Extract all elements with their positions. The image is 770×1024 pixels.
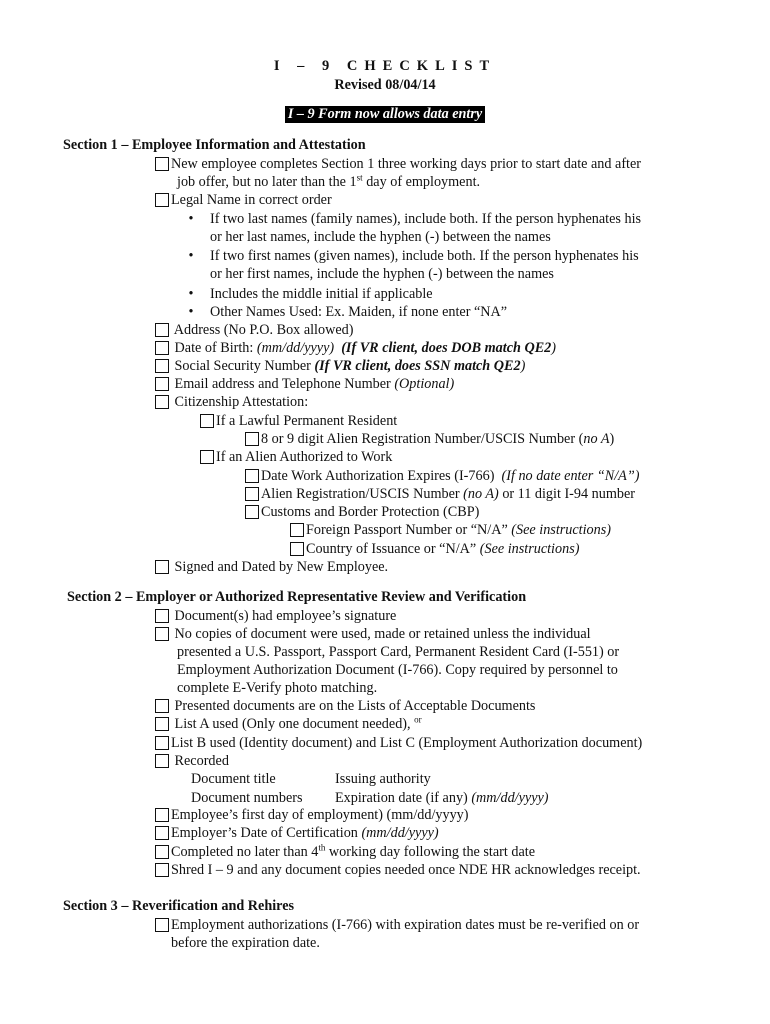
checkbox[interactable] [245,487,259,501]
lpr-close: ) [609,431,615,447]
dob-item[interactable] [155,339,556,357]
new-employee-text-2b: day of employment. [362,174,481,190]
checkbox[interactable] [155,560,169,574]
citizenship-item[interactable] [155,393,308,411]
revised-date: Revised 08/04/14 [334,77,436,93]
checkbox[interactable] [155,863,169,877]
no-copies-text-4: complete E-Verify photo matching. [177,680,378,696]
issuing-authority-label: Issuing authority [335,771,431,787]
checkbox[interactable] [155,699,169,713]
bullet-last-names-1: If two last names (family names), include both. If the person hyphenates his [210,211,642,227]
no-copies-item[interactable] [155,625,591,643]
shred-item[interactable] [155,861,641,879]
completed-text-b: working day following the start date [325,844,535,860]
doc-numbers-label: Document numbers [191,790,303,806]
bullet-icon: • [188,211,194,227]
checkbox[interactable] [155,341,169,355]
checkbox[interactable] [200,414,214,428]
new-employee-text-2a: job offer, but no later than the 1 [177,174,357,190]
expiration-label [335,789,549,807]
certification-item[interactable] [155,824,439,842]
completed-text-a: Completed no later than 4 [171,844,319,860]
bullet-icon: • [188,286,194,302]
checkbox[interactable] [155,627,169,641]
authorized-item[interactable] [200,448,392,466]
cert-format: (mm/dd/yyyy) [361,825,439,841]
no-copies-text-3: Employment Authorization Document (I-766). Copy required by personnel to [177,662,618,678]
expiration-text: Expiration date (if any) [335,790,472,806]
employment-auth-item[interactable] [155,916,639,934]
checkbox[interactable] [155,359,169,373]
checkbox[interactable] [155,918,169,932]
dob-format: (mm/dd/yyyy) [256,340,335,356]
section3-heading: Section 3 – Reverification and Rehires [63,898,295,914]
cbp-item[interactable] [245,503,479,521]
expires-item[interactable] [245,467,639,485]
checkbox[interactable] [155,736,169,750]
checkbox[interactable] [155,609,169,623]
checkbox[interactable] [155,717,169,731]
new-employee-text-2 [177,173,480,191]
country-note: (See instructions) [479,541,580,557]
checkbox[interactable] [155,826,169,840]
cbp-text: Customs and Border Protection (CBP) [261,504,480,520]
first-day-item[interactable] [155,806,469,824]
list-a-or: or [414,714,422,725]
ordinal-sup: th [318,842,326,853]
expires-note: (If no date enter “N/A”) [501,468,640,484]
expires-label: Date Work Authorization Expires (I-766) [261,468,498,484]
recorded-text: Recorded [174,753,229,769]
list-a-item[interactable] [155,715,422,733]
signed-item[interactable] [155,558,388,576]
checkbox[interactable] [200,450,214,464]
banner-container [0,106,770,123]
alien-reg-label: Alien Registration/USCIS Number [261,486,464,502]
checkbox[interactable] [290,542,304,556]
signed-text: Signed and Dated by New Employee. [174,559,389,575]
lpr-item[interactable] [200,412,397,430]
new-employee-text-1: New employee completes Section 1 three working days prior to start date and after [171,156,642,172]
section1-heading: Section 1 – Employee Information and Attestation [63,137,366,153]
no-copies-text-2: presented a U.S. Passport, Passport Card, Permanent Resident Card (I-551) or [177,644,620,660]
alien-reg-rest: or 11 digit I-94 number [498,486,635,502]
email-optional: (Optional) [394,376,455,392]
employment-auth-text-1: Employment authorizations (I-766) with expiration dates must be re-verified on or [171,917,640,933]
country-item[interactable] [290,540,579,558]
legal-name-text: Legal Name in correct order [171,192,332,208]
dob-close: ) [551,340,556,356]
checkbox[interactable] [155,395,169,409]
lpr-alien-number-text: 8 or 9 digit Alien Registration Number/USCIS Number ( [261,431,584,447]
bullet-last-names-2: or her last names, include the hyphen (-) between the names [210,229,551,245]
checkbox[interactable] [245,469,259,483]
doc-signature-item[interactable] [155,607,396,625]
bullet-first-names-2: or her first names, include the hyphen (-) between the names [210,266,554,282]
checkbox[interactable] [290,523,304,537]
checkbox[interactable] [245,432,259,446]
presented-text: Presented documents are on the Lists of Acceptable Documents [174,698,536,714]
bullet-icon: • [188,248,194,264]
address-text: Address (No P.O. Box allowed) [173,322,354,338]
list-bc-item[interactable] [155,734,642,752]
doc-signature-text: Document(s) had employee’s signature [174,608,397,624]
checkbox[interactable] [245,505,259,519]
data-entry-banner: I – 9 Form now allows data entry [285,106,485,123]
recorded-item[interactable] [155,752,229,770]
first-day-text: Employee’s first day of employment) (mm/dd/yyyy) [171,807,469,823]
alien-reg-no-a: (no A) [463,486,499,502]
list-a-text: List A used (Only one document needed), [174,716,415,732]
expiration-format: (mm/dd/yyyy) [471,790,549,806]
lpr-no-a: no A [583,431,610,447]
address-item[interactable] [155,321,353,339]
checkbox[interactable] [155,754,169,768]
page-title: I – 9 CHECKLIST [273,58,497,74]
email-label: Email address and Telephone Number [174,376,395,392]
legal-name-item[interactable] [155,191,332,209]
ssn-close: ) [520,358,526,374]
country-label: Country of Issuance or “N/A” [306,541,480,557]
bullet-first-names-1: If two first names (given names), include both. If the person hyphenates his [210,248,639,264]
list-bc-text: List B used (Identity document) and List C (Employment Authorization document) [171,735,643,751]
bullet-icon: • [188,304,194,320]
section2-heading: Section 2 – Employer or Authorized Representative Review and Verification [67,589,527,605]
dob-label: Date of Birth: [174,340,257,356]
completed-item[interactable] [155,843,535,861]
email-item[interactable] [155,375,454,393]
lpr-alien-number-item[interactable] [245,430,614,448]
passport-item[interactable] [290,521,611,539]
passport-label: Foreign Passport Number or “N/A” [306,522,512,538]
new-employee-item[interactable] [155,155,641,173]
checkbox[interactable] [155,377,169,391]
checkbox[interactable] [155,323,169,337]
cert-label: Employer’s Date of Certification [171,825,362,841]
dob-note: (If VR client, does DOB match QE2 [341,340,552,356]
ssn-note: (If VR client, does SSN match QE2 [314,358,521,374]
lpr-text: If a Lawful Permanent Resident [216,413,398,429]
citizenship-text: Citizenship Attestation: [174,394,309,410]
presented-item[interactable] [155,697,535,715]
checkbox[interactable] [155,845,169,859]
no-copies-text-1: No copies of document were used, made or retained unless the individual [174,626,591,642]
authorized-text: If an Alien Authorized to Work [216,449,393,465]
checkbox[interactable] [155,808,169,822]
shred-text: Shred I – 9 and any document copies needed once NDE HR acknowledges receipt. [171,862,641,878]
alien-reg-item[interactable] [245,485,635,503]
passport-note: (See instructions) [511,522,611,538]
employment-auth-text-2: before the expiration date. [171,935,320,951]
bullet-middle-initial: Includes the middle initial if applicable [210,286,433,302]
doc-title-label: Document title [191,771,276,787]
ssn-item[interactable] [155,357,525,375]
ssn-label: Social Security Number [174,358,315,374]
checkbox[interactable] [155,193,169,207]
bullet-other-names: Other Names Used: Ex. Maiden, if none enter “NA” [210,304,508,320]
ordinal-sup: st [356,172,363,183]
checkbox[interactable] [155,157,169,171]
